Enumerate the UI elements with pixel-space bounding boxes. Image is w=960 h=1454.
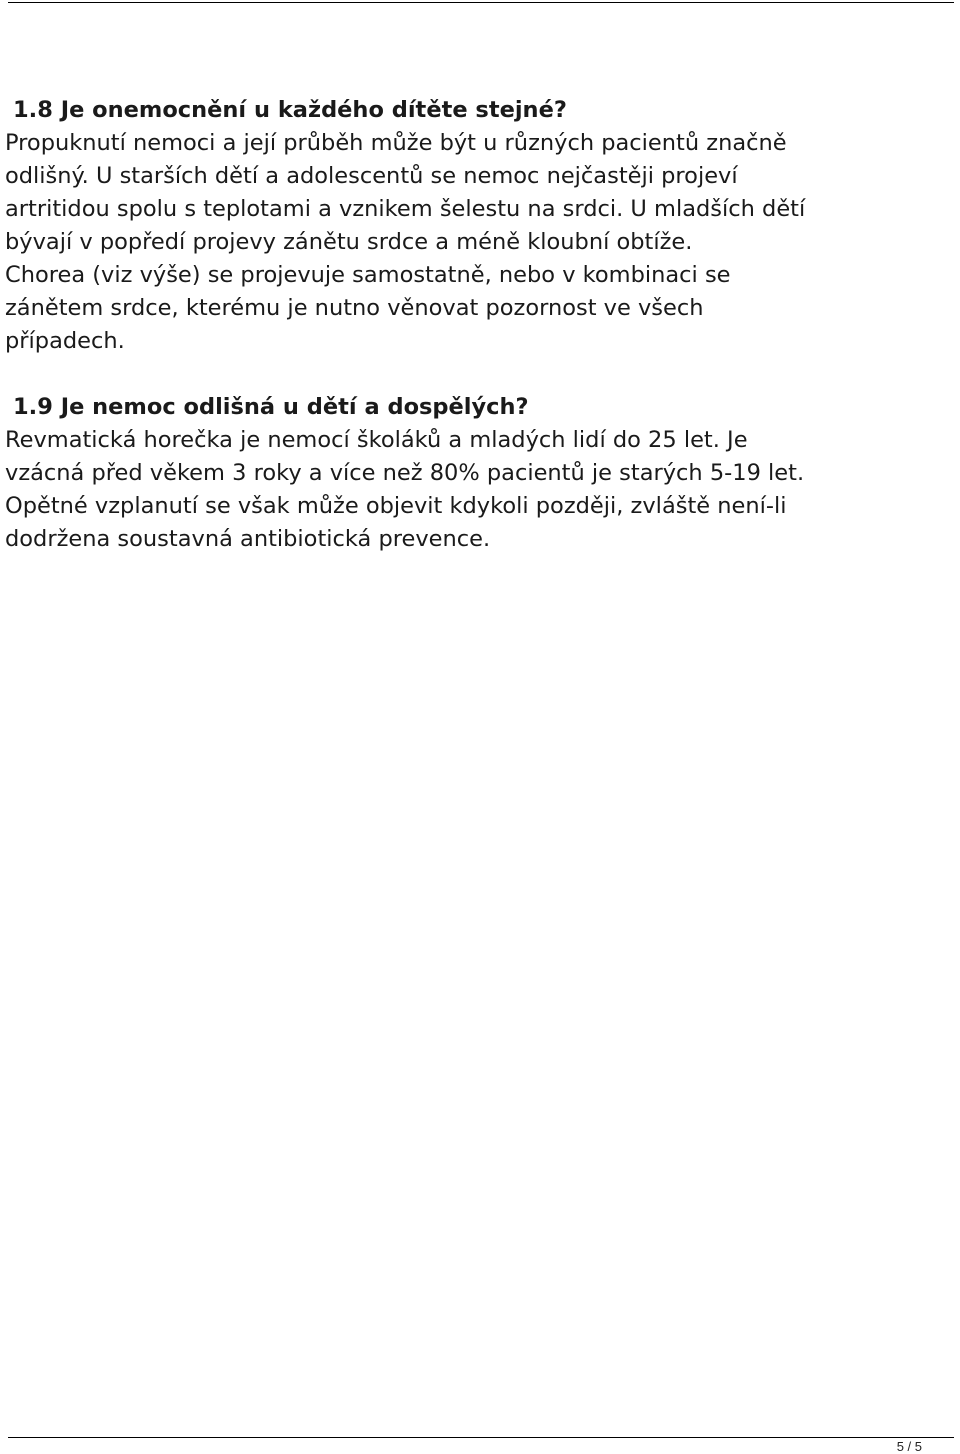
paragraph-line: Revmatická horečka je nemocí školáků a mladých lidí do 25 let. Je	[5, 427, 748, 453]
paragraph-line: případech.	[5, 328, 125, 354]
section-paragraph	[5, 424, 945, 556]
section-paragraph	[5, 127, 945, 358]
top-rule	[8, 2, 954, 3]
paragraph-line: Chorea (viz výše) se projevuje samostatně, nebo v kombinaci se	[5, 262, 731, 288]
section-1-8	[5, 94, 945, 358]
page-number: 5 / 5	[896, 1439, 922, 1454]
paragraph-line: artritidou spolu s teplotami a vznikem šelestu na srdci. U mladších dětí	[5, 196, 806, 222]
paragraph-line: zánětem srdce, kterému je nutno věnovat pozornost ve všech	[5, 295, 704, 321]
paragraph-line: dodržena soustavná antibiotická prevence.	[5, 526, 491, 552]
section-1-9	[5, 391, 945, 556]
paragraph-line: odlišný. U starších dětí a adolescentů se nemoc nejčastěji projeví	[5, 163, 738, 189]
section-heading: 1.8 Je onemocnění u každého dítěte stejné?	[13, 97, 567, 123]
paragraph-line: vzácná před věkem 3 roky a více než 80% pacientů je starých 5-19 let.	[5, 460, 805, 486]
section-heading: 1.9 Je nemoc odlišná u dětí a dospělých?	[13, 394, 529, 420]
footer-rule	[8, 1437, 954, 1438]
paragraph-line: Propuknutí nemoci a její průběh může být u různých pacientů značně	[5, 130, 787, 156]
paragraph-line: Opětné vzplanutí se však může objevit kdykoli později, zvláště není-li	[5, 493, 787, 519]
document-body	[5, 94, 945, 556]
paragraph-line: bývají v popředí projevy zánětu srdce a méně kloubní obtíže.	[5, 229, 693, 255]
